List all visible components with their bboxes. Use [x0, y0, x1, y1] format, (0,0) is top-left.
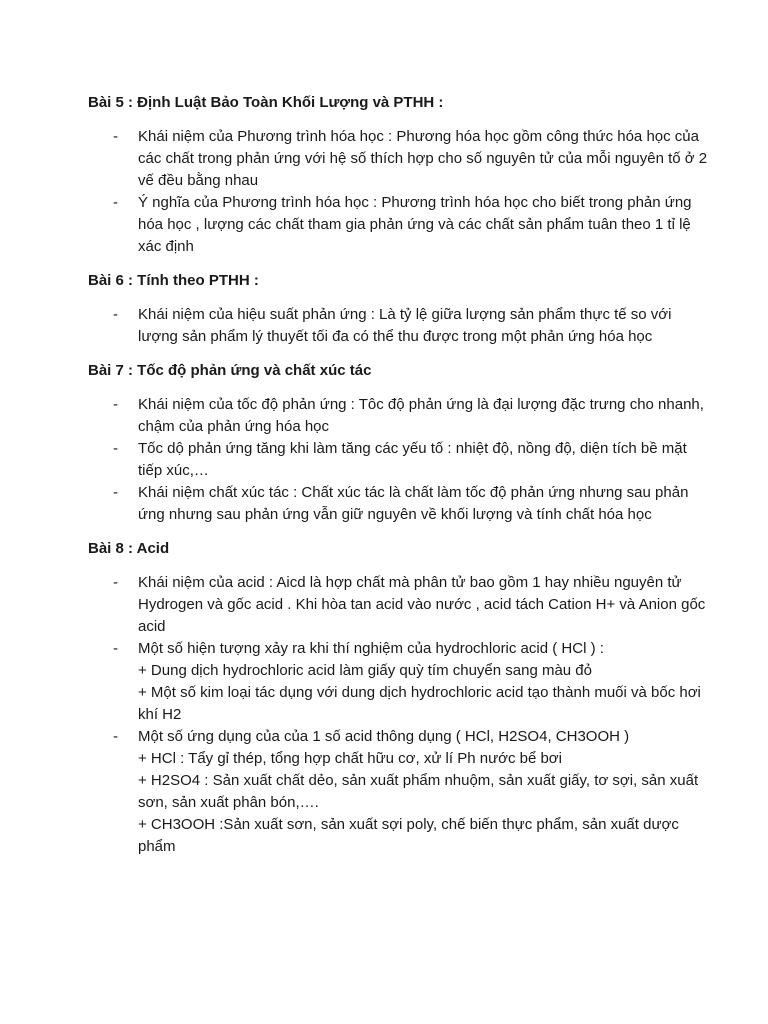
dash-bullet: -: [113, 728, 118, 745]
sub-line: + HCl : Tẩy gỉ thép, tổng hợp chất hữu cơ, xử lí Ph nước bể bơi: [138, 750, 562, 767]
sub-line: + H2SO4 : Sản xuất chất dẻo, sản xuất phẩm nhuộm, sản xuất giấy, tơ sợi, sản xuất sơn, sản xuất phân bón,….: [138, 772, 699, 811]
dash-bullet: -: [113, 574, 118, 591]
dash-bullet: -: [113, 640, 118, 657]
list-item-text: Khái niệm của acid : Aicd là hợp chất mà phân tử bao gồm 1 hay nhiều nguyên tử Hydrogen và gốc acid . Khi hòa tan acid vào nước , acid tách Cation H+ và Anion gốc acid: [138, 574, 706, 635]
bullet-list: [88, 126, 708, 258]
list-item-text: Khái niệm của tốc độ phản ứng : Tôc độ phản ứng là đại lượng đặc trưng cho nhanh, chậm của phản ứng hóa học: [138, 396, 704, 435]
sub-line: + CH3OOH :Sản xuất sơn, sản xuất sợi poly, chế biến thực phẩm, sản xuất dược phẩm: [138, 816, 679, 855]
section-bai-5: [88, 92, 708, 258]
list-item: [88, 394, 708, 438]
section-heading: Bài 7 : Tốc độ phản ứng và chất xúc tác: [88, 362, 372, 379]
dash-bullet: -: [113, 128, 118, 145]
section-heading: Bài 5 : Định Luật Bảo Toàn Khối Lượng và PTHH :: [88, 94, 444, 111]
section-heading: Bài 8 : Acid: [88, 540, 170, 557]
list-item: [88, 304, 708, 348]
bullet-list: [88, 572, 708, 858]
list-item: [88, 638, 708, 726]
list-item-text: Khái niệm của Phương trình hóa học : Phương hóa học gồm công thức hóa học của các chất trong phản ứng với hệ số thích hợp cho số nguyên tử của mỗi nguyên tố ở 2 vế đều bằng nhau: [138, 128, 708, 189]
list-item: [88, 438, 708, 482]
section-bai-7: [88, 360, 708, 526]
list-item-text: Tốc dộ phản ứng tăng khi làm tăng các yếu tố : nhiệt độ, nồng độ, diện tích bề mặt tiếp xúc,…: [138, 440, 687, 479]
list-item: [88, 192, 708, 258]
dash-bullet: -: [113, 306, 118, 323]
bullet-list: [88, 394, 708, 526]
list-item-text: Một số ứng dụng của của 1 số acid thông dụng ( HCl, H2SO4, CH3OOH ): [138, 728, 630, 745]
bullet-list: [88, 304, 708, 348]
dash-bullet: -: [113, 440, 118, 457]
section-bai-8: [88, 538, 708, 858]
list-item: [88, 126, 708, 192]
list-item: [88, 482, 708, 526]
dash-bullet: -: [113, 396, 118, 413]
section-heading: Bài 6 : Tính theo PTHH :: [88, 272, 259, 289]
list-item: [88, 726, 708, 858]
sub-line: + Một số kim loại tác dụng với dung dịch hydrochloric acid tạo thành muối và bốc hơi khí H2: [138, 684, 701, 723]
list-item-text: Khái niệm chất xúc tác : Chất xúc tác là chất làm tốc độ phản ứng nhưng sau phản ứng nhưng sau phản ứng vẫn giữ nguyên về khối lượng và tính chất hóa học: [138, 484, 689, 523]
list-item: [88, 572, 708, 638]
sub-line: + Dung dịch hydrochloric acid làm giấy quỳ tím chuyển sang màu đỏ: [138, 662, 592, 679]
section-bai-6: [88, 270, 708, 348]
list-item-text: Một số hiện tượng xảy ra khi thí nghiệm của hydrochloric acid ( HCl ) :: [138, 640, 604, 657]
list-item-text: Ý nghĩa của Phương trình hóa học : Phương trình hóa học cho biết trong phản ứng hóa học , lượng các chất tham gia phản ứng và các chất sản phẩm tuân theo 1 tỉ lệ xác định: [138, 194, 692, 255]
list-item-text: Khái niệm của hiệu suất phản ứng : Là tỷ lệ giữa lượng sản phẩm thực tế so với lượng sản phẩm lý thuyết tối đa có thể thu được trong một phản ứng hóa học: [138, 306, 672, 345]
dash-bullet: -: [113, 484, 118, 501]
dash-bullet: -: [113, 194, 118, 211]
